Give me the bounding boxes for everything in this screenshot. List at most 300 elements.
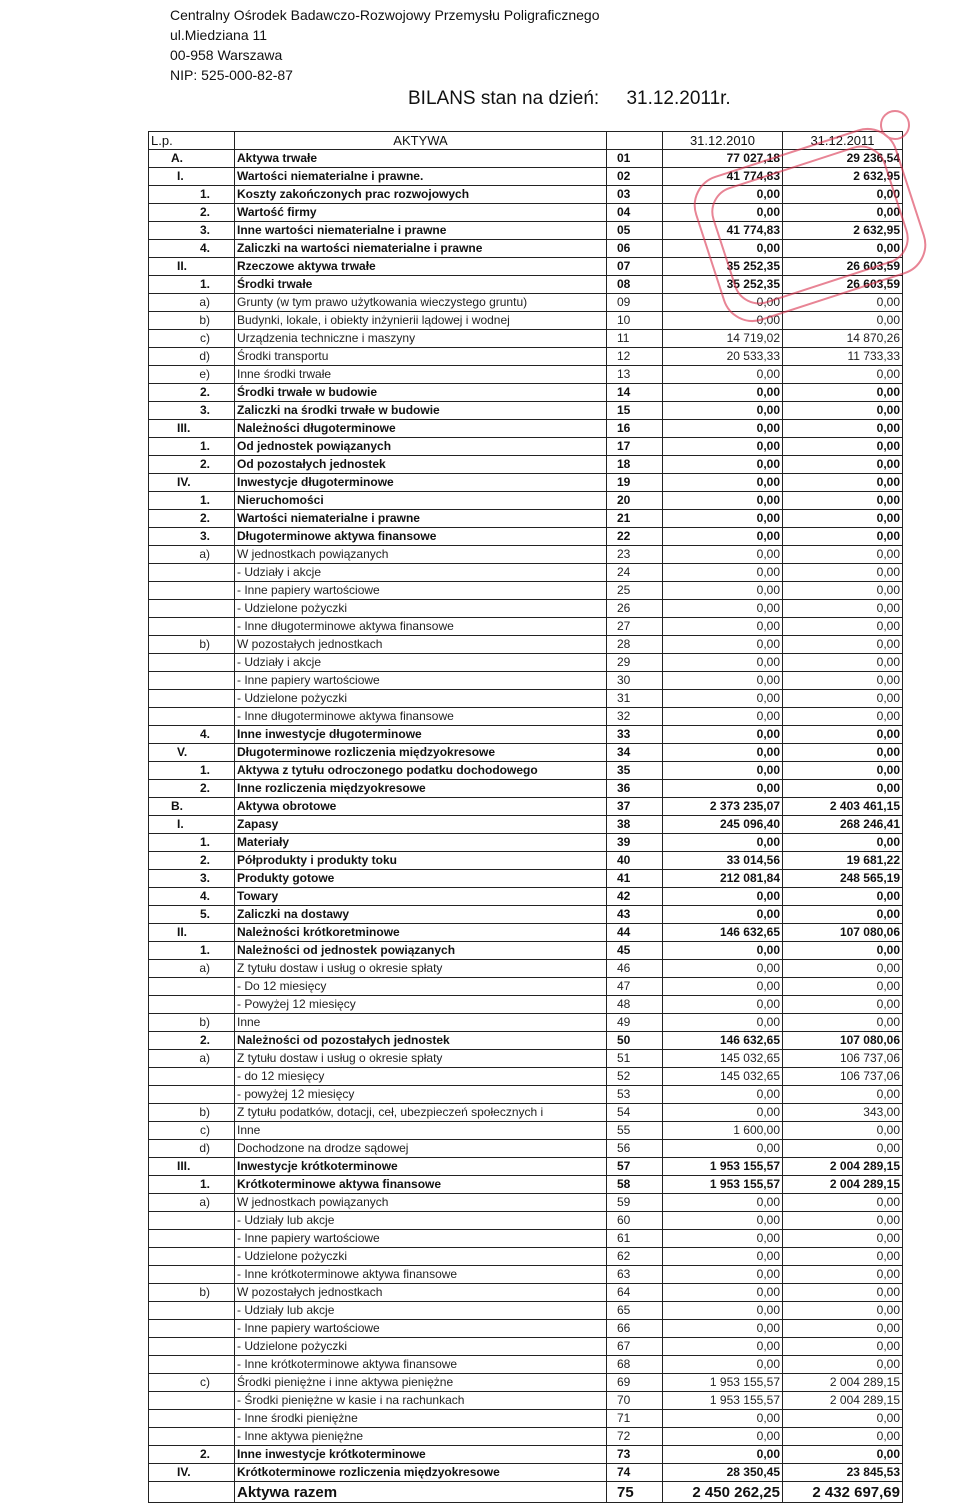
row-label: Środki trwałe: [235, 276, 607, 294]
row-number: 20: [607, 492, 663, 510]
row-lp: II.: [149, 924, 235, 942]
header-aktywa: AKTYWA: [235, 132, 607, 150]
row-value-2011: 2 004 289,15: [783, 1374, 903, 1392]
table-row: [149, 186, 903, 204]
row-lp: [149, 690, 235, 708]
row-value-2010: 0,00: [663, 492, 783, 510]
row-lp: [149, 708, 235, 726]
table-row: [149, 1338, 903, 1356]
row-lp: I.: [149, 816, 235, 834]
header-2010: 31.12.2010: [663, 132, 783, 150]
row-value-2010: 14 719,02: [663, 330, 783, 348]
row-lp: 2.: [149, 384, 235, 402]
table-row: [149, 834, 903, 852]
row-lp: a): [149, 546, 235, 564]
table-row: [149, 402, 903, 420]
row-value-2011: 2 004 289,15: [783, 1158, 903, 1176]
row-label: W jednostkach powiązanych: [235, 1194, 607, 1212]
row-value-2010: 0,00: [663, 906, 783, 924]
row-value-2010: 0,00: [663, 996, 783, 1014]
row-number: 38: [607, 816, 663, 834]
row-value-2010: 0,00: [663, 474, 783, 492]
row-number: 35: [607, 762, 663, 780]
row-number: 59: [607, 1194, 663, 1212]
row-value-2011: 0,00: [783, 1428, 903, 1446]
row-value-2011: 0,00: [783, 312, 903, 330]
row-number: 30: [607, 672, 663, 690]
row-lp: [149, 618, 235, 636]
table-row: [149, 1392, 903, 1410]
row-value-2010: 145 032,65: [663, 1050, 783, 1068]
row-value-2010: 0,00: [663, 564, 783, 582]
row-lp: 1.: [149, 186, 235, 204]
row-lp: 2.: [149, 852, 235, 870]
row-lp: d): [149, 1140, 235, 1158]
table-row: [149, 456, 903, 474]
table-row: [149, 348, 903, 366]
row-lp: [149, 1068, 235, 1086]
row-lp: a): [149, 294, 235, 312]
row-number: 18: [607, 456, 663, 474]
row-number: 50: [607, 1032, 663, 1050]
row-value-2010: 0,00: [663, 438, 783, 456]
row-lp: a): [149, 1050, 235, 1068]
row-value-2011: 107 080,06: [783, 924, 903, 942]
row-value-2011: 343,00: [783, 1104, 903, 1122]
table-row: [149, 924, 903, 942]
row-value-2011: 0,00: [783, 636, 903, 654]
row-number: 10: [607, 312, 663, 330]
row-number: 41: [607, 870, 663, 888]
row-value-2011: 0,00: [783, 1302, 903, 1320]
table-row: [149, 1068, 903, 1086]
table-row: [149, 240, 903, 258]
row-value-2011: 11 733,33: [783, 348, 903, 366]
table-row: [149, 1302, 903, 1320]
table-row: [149, 1086, 903, 1104]
table-row: [149, 672, 903, 690]
row-label: Z tytułu dostaw i usług o okresie spłaty: [235, 1050, 607, 1068]
table-row: [149, 528, 903, 546]
row-number: 28: [607, 636, 663, 654]
row-value-2011: 268 246,41: [783, 816, 903, 834]
table-row: [149, 690, 903, 708]
row-lp: [149, 996, 235, 1014]
row-number: 71: [607, 1410, 663, 1428]
row-lp: IV.: [149, 474, 235, 492]
document-title: [408, 88, 731, 110]
row-value-2010: 0,00: [663, 1086, 783, 1104]
table-row: [149, 312, 903, 330]
row-label: - Udziały i akcje: [235, 654, 607, 672]
table-row: [149, 1050, 903, 1068]
table-row: [149, 168, 903, 186]
row-lp: 3.: [149, 528, 235, 546]
table-row: [149, 780, 903, 798]
row-label: Zapasy: [235, 816, 607, 834]
row-value-2011: 0,00: [783, 1014, 903, 1032]
row-number: 54: [607, 1104, 663, 1122]
table-row: [149, 1230, 903, 1248]
row-value-2010: 33 014,56: [663, 852, 783, 870]
row-lp: [149, 654, 235, 672]
row-value-2011: 0,00: [783, 618, 903, 636]
row-label: - Udzielone pożyczki: [235, 600, 607, 618]
table-row: [149, 996, 903, 1014]
row-value-2011: 0,00: [783, 366, 903, 384]
row-lp: 3.: [149, 222, 235, 240]
row-label: Zaliczki na środki trwałe w budowie: [235, 402, 607, 420]
table-row: [149, 654, 903, 672]
row-value-2011: 0,00: [783, 942, 903, 960]
table-row: [149, 1104, 903, 1122]
row-value-2010: 0,00: [663, 708, 783, 726]
row-label: - Inne długoterminowe aktywa finansowe: [235, 618, 607, 636]
row-number: 07: [607, 258, 663, 276]
row-value-2010: 35 252,35: [663, 258, 783, 276]
row-lp: 1.: [149, 834, 235, 852]
row-value-2011: 0,00: [783, 726, 903, 744]
row-number: 33: [607, 726, 663, 744]
row-lp: [149, 1230, 235, 1248]
row-value-2010: 2 373 235,07: [663, 798, 783, 816]
row-number: 26: [607, 600, 663, 618]
row-lp: [149, 1212, 235, 1230]
row-lp: b): [149, 1014, 235, 1032]
row-label: Aktywa z tytułu odroczonego podatku dochodowego: [235, 762, 607, 780]
row-value-2011: 0,00: [783, 1284, 903, 1302]
header-lp: L.p.: [149, 132, 235, 150]
row-lp: [149, 1428, 235, 1446]
row-value-2010: 145 032,65: [663, 1068, 783, 1086]
row-lp: 2.: [149, 1446, 235, 1464]
row-number: 16: [607, 420, 663, 438]
company-header: [170, 5, 600, 85]
row-lp: I.: [149, 168, 235, 186]
row-value-2010: 0,00: [663, 1014, 783, 1032]
row-number: 01: [607, 150, 663, 168]
row-label: - Inne papiery wartościowe: [235, 582, 607, 600]
row-value-2011: 0,00: [783, 1194, 903, 1212]
row-value-2011: 0,00: [783, 708, 903, 726]
row-lp: 4.: [149, 240, 235, 258]
row-label: Półprodukty i produkty toku: [235, 852, 607, 870]
row-number: 34: [607, 744, 663, 762]
row-value-2011: 0,00: [783, 564, 903, 582]
row-label: Aktywa obrotowe: [235, 798, 607, 816]
title-label: BILANS stan na dzień:: [408, 88, 600, 109]
row-value-2011: 26 603,59: [783, 276, 903, 294]
row-value-2010: 0,00: [663, 1446, 783, 1464]
row-value-2010: 0,00: [663, 186, 783, 204]
table-row: [149, 726, 903, 744]
row-value-2011: 0,00: [783, 294, 903, 312]
table-row: [149, 636, 903, 654]
row-value-2010: 0,00: [663, 546, 783, 564]
row-value-2011: 0,00: [783, 402, 903, 420]
row-value-2011: 0,00: [783, 744, 903, 762]
row-value-2010: 0,00: [663, 1428, 783, 1446]
row-label: Inne inwestycje krótkoterminowe: [235, 1446, 607, 1464]
row-number: 04: [607, 204, 663, 222]
row-value-2011: 0,00: [783, 1212, 903, 1230]
row-value-2010: 0,00: [663, 600, 783, 618]
table-row: [149, 1014, 903, 1032]
row-label: Wartości niematerialne i prawne: [235, 510, 607, 528]
row-value-2011: 0,00: [783, 528, 903, 546]
row-value-2010: 146 632,65: [663, 1032, 783, 1050]
balance-sheet-table: [148, 131, 903, 1503]
row-label: - Inne papiery wartościowe: [235, 672, 607, 690]
row-number: 03: [607, 186, 663, 204]
row-number: 12: [607, 348, 663, 366]
row-label: Zaliczki na wartości niematerialne i prawne: [235, 240, 607, 258]
row-lp: 4.: [149, 888, 235, 906]
row-number: 17: [607, 438, 663, 456]
row-value-2010: 0,00: [663, 510, 783, 528]
row-value-2010: 0,00: [663, 1356, 783, 1374]
row-value-2010: 0,00: [663, 420, 783, 438]
row-label: Urządzenia techniczne i maszyny: [235, 330, 607, 348]
row-label: Inne: [235, 1014, 607, 1032]
table-row: [149, 276, 903, 294]
table-row: [149, 1248, 903, 1266]
row-number: 27: [607, 618, 663, 636]
row-label: Inwestycje długoterminowe: [235, 474, 607, 492]
row-number: 53: [607, 1086, 663, 1104]
row-value-2011: 0,00: [783, 888, 903, 906]
row-number: 09: [607, 294, 663, 312]
row-lp: 4.: [149, 726, 235, 744]
row-value-2010: 0,00: [663, 960, 783, 978]
row-number: 46: [607, 960, 663, 978]
row-label: Inwestycje krótkoterminowe: [235, 1158, 607, 1176]
row-value-2011: 0,00: [783, 690, 903, 708]
row-number: 31: [607, 690, 663, 708]
row-value-2010: 146 632,65: [663, 924, 783, 942]
row-lp: [149, 582, 235, 600]
row-value-2010: 0,00: [663, 744, 783, 762]
row-number: 62: [607, 1248, 663, 1266]
row-value-2011: 0,00: [783, 204, 903, 222]
row-value-2010: 0,00: [663, 636, 783, 654]
row-label: Wartość firmy: [235, 204, 607, 222]
row-value-2010: 0,00: [663, 834, 783, 852]
row-number: 51: [607, 1050, 663, 1068]
row-value-2010: 245 096,40: [663, 816, 783, 834]
row-lp: [149, 1338, 235, 1356]
row-label: Rzeczowe aktywa trwałe: [235, 258, 607, 276]
row-label: Nieruchomości: [235, 492, 607, 510]
row-lp: 2.: [149, 456, 235, 474]
row-number: 44: [607, 924, 663, 942]
row-value-2010: 0,00: [663, 762, 783, 780]
row-number: 21: [607, 510, 663, 528]
table-row: [149, 1446, 903, 1464]
table-header-row: [149, 132, 903, 150]
row-value-2011: 106 737,06: [783, 1068, 903, 1086]
row-value-2011: 0,00: [783, 780, 903, 798]
row-number: 52: [607, 1068, 663, 1086]
row-number: 08: [607, 276, 663, 294]
row-value-2010: 1 600,00: [663, 1122, 783, 1140]
row-lp: [149, 600, 235, 618]
row-value-2010: 0,00: [663, 888, 783, 906]
row-number: 68: [607, 1356, 663, 1374]
row-label: Środki trwałe w budowie: [235, 384, 607, 402]
table-row: [149, 1284, 903, 1302]
row-lp: [149, 672, 235, 690]
row-value-2011: 0,00: [783, 546, 903, 564]
row-lp: IV.: [149, 1464, 235, 1482]
row-number: 69: [607, 1374, 663, 1392]
table-row: [149, 888, 903, 906]
row-lp: 1.: [149, 1176, 235, 1194]
table-row: [149, 366, 903, 384]
row-value-2010: 0,00: [663, 1302, 783, 1320]
row-value-2011: 0,00: [783, 186, 903, 204]
row-number: 64: [607, 1284, 663, 1302]
row-value-2011: 29 236,54: [783, 150, 903, 168]
row-label: W pozostałych jednostkach: [235, 636, 607, 654]
row-label: Inne środki trwałe: [235, 366, 607, 384]
row-value-2010: 35 252,35: [663, 276, 783, 294]
row-value-2011: 2 004 289,15: [783, 1392, 903, 1410]
table-row: [149, 510, 903, 528]
table-row: [149, 600, 903, 618]
row-number: 61: [607, 1230, 663, 1248]
row-value-2011: 0,00: [783, 1338, 903, 1356]
table-row: [149, 1266, 903, 1284]
row-number: 67: [607, 1338, 663, 1356]
row-lp: 2.: [149, 1032, 235, 1050]
row-label: - Inne papiery wartościowe: [235, 1320, 607, 1338]
row-value-2011: 248 565,19: [783, 870, 903, 888]
row-value-2010: 0,00: [663, 654, 783, 672]
row-value-2010: 0,00: [663, 204, 783, 222]
row-value-2011: 0,00: [783, 600, 903, 618]
row-lp: [149, 1392, 235, 1410]
row-value-2011: 0,00: [783, 1446, 903, 1464]
total-2011: 2 432 697,69: [783, 1482, 903, 1503]
row-value-2010: 0,00: [663, 780, 783, 798]
row-label: Należności od pozostałych jednostek: [235, 1032, 607, 1050]
row-number: 05: [607, 222, 663, 240]
row-label: Krótkoterminowe rozliczenia międzyokresowe: [235, 1464, 607, 1482]
table-row: [149, 1428, 903, 1446]
row-lp: 3.: [149, 870, 235, 888]
row-lp: a): [149, 1194, 235, 1212]
table-row: [149, 1464, 903, 1482]
row-lp: [149, 1248, 235, 1266]
row-value-2011: 2 632,95: [783, 222, 903, 240]
table-row: [149, 744, 903, 762]
row-label: - Powyżej 12 miesięcy: [235, 996, 607, 1014]
row-value-2011: 0,00: [783, 1266, 903, 1284]
row-lp: b): [149, 636, 235, 654]
table-row: [149, 978, 903, 996]
row-lp: [149, 1356, 235, 1374]
table-row: [149, 1194, 903, 1212]
table-row: [149, 564, 903, 582]
row-number: 45: [607, 942, 663, 960]
row-lp: a): [149, 960, 235, 978]
row-value-2010: 28 350,45: [663, 1464, 783, 1482]
row-label: - Udzielone pożyczki: [235, 690, 607, 708]
row-lp: III.: [149, 420, 235, 438]
table-row: [149, 1122, 903, 1140]
row-label: Krótkoterminowe aktywa finansowe: [235, 1176, 607, 1194]
row-value-2011: 14 870,26: [783, 330, 903, 348]
row-lp: [149, 1086, 235, 1104]
row-lp: c): [149, 1122, 235, 1140]
row-label: Inne rozliczenia międzyokresowe: [235, 780, 607, 798]
row-label: - Udziały lub akcje: [235, 1302, 607, 1320]
row-value-2011: 0,00: [783, 1320, 903, 1338]
row-value-2011: 0,00: [783, 438, 903, 456]
row-value-2011: 0,00: [783, 582, 903, 600]
row-lp: 1.: [149, 492, 235, 510]
row-number: 42: [607, 888, 663, 906]
row-label: - Inne krótkoterminowe aktywa finansowe: [235, 1266, 607, 1284]
row-label: Budynki, lokale, i obiekty inżynierii lądowej i wodnej: [235, 312, 607, 330]
row-number: 70: [607, 1392, 663, 1410]
row-label: W jednostkach powiązanych: [235, 546, 607, 564]
row-number: 43: [607, 906, 663, 924]
row-value-2010: 0,00: [663, 690, 783, 708]
row-label: - Do 12 miesięcy: [235, 978, 607, 996]
row-lp: III.: [149, 1158, 235, 1176]
total-nr: 75: [607, 1482, 663, 1503]
row-value-2010: 0,00: [663, 942, 783, 960]
row-value-2010: 0,00: [663, 1104, 783, 1122]
row-value-2011: 0,00: [783, 906, 903, 924]
row-value-2010: 212 081,84: [663, 870, 783, 888]
row-value-2010: 0,00: [663, 1338, 783, 1356]
table-row: [149, 870, 903, 888]
table-row: [149, 492, 903, 510]
row-number: 36: [607, 780, 663, 798]
table-row: [149, 942, 903, 960]
row-value-2011: 0,00: [783, 1140, 903, 1158]
row-number: 49: [607, 1014, 663, 1032]
row-number: 25: [607, 582, 663, 600]
table-row: [149, 384, 903, 402]
row-value-2011: 23 845,53: [783, 1464, 903, 1482]
row-number: 60: [607, 1212, 663, 1230]
row-value-2011: 0,00: [783, 996, 903, 1014]
row-value-2010: 0,00: [663, 528, 783, 546]
row-value-2011: 19 681,22: [783, 852, 903, 870]
row-label: - Udziały i akcje: [235, 564, 607, 582]
row-label: Aktywa trwałe: [235, 150, 607, 168]
row-lp: 1.: [149, 762, 235, 780]
row-label: Od jednostek powiązanych: [235, 438, 607, 456]
table-row: [149, 546, 903, 564]
row-value-2010: 0,00: [663, 1284, 783, 1302]
row-lp: V.: [149, 744, 235, 762]
row-label: Środki transportu: [235, 348, 607, 366]
row-number: 24: [607, 564, 663, 582]
row-value-2011: 0,00: [783, 654, 903, 672]
row-value-2011: 0,00: [783, 672, 903, 690]
row-lp: [149, 1320, 235, 1338]
company-name: Centralny Ośrodek Badawczo-Rozwojowy Przemysłu Poligraficznego: [170, 7, 600, 23]
row-number: 63: [607, 1266, 663, 1284]
row-lp: 1.: [149, 438, 235, 456]
row-number: 39: [607, 834, 663, 852]
row-value-2011: 0,00: [783, 978, 903, 996]
